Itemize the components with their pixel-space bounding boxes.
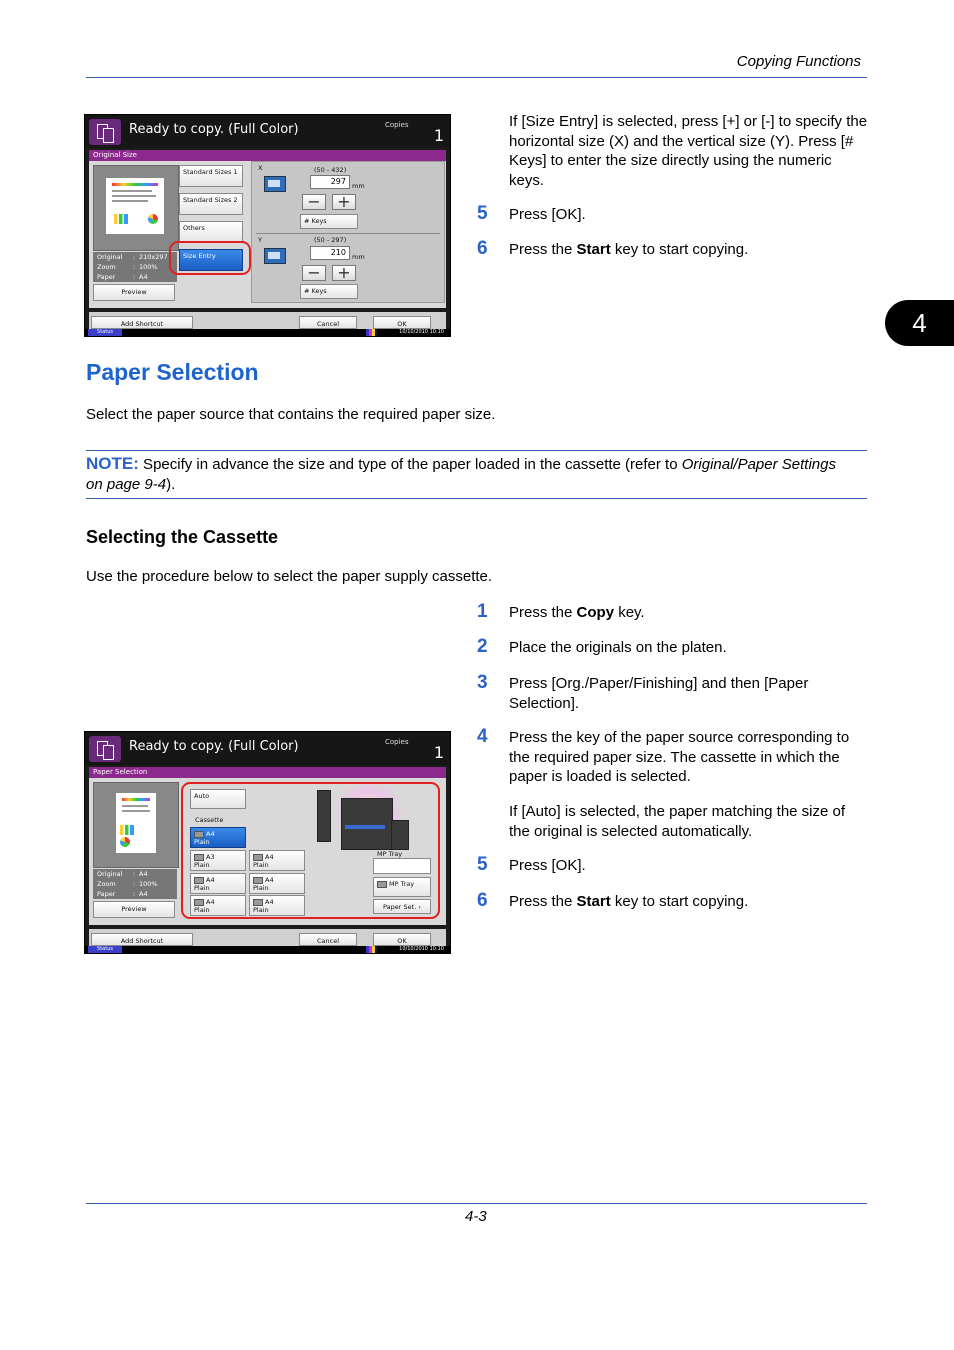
subsection-intro: Use the procedure below to select the paper supply cassette. xyxy=(86,568,493,585)
note-rule-top xyxy=(86,450,867,451)
x-label: X xyxy=(258,164,263,172)
step-num-6: 6 xyxy=(477,238,488,259)
step-num-3: 3 xyxy=(477,672,488,693)
screen-subheader: Original Size xyxy=(89,150,446,161)
y-label: Y xyxy=(258,236,262,244)
cassette-icon xyxy=(194,854,204,861)
cassette-3-button[interactable]: A4 Plain xyxy=(249,850,305,871)
preview-button[interactable]: Preview xyxy=(93,901,175,918)
add-shortcut-button[interactable]: Add Shortcut xyxy=(91,316,193,329)
screen-title-bar xyxy=(85,732,450,765)
cassette-icon xyxy=(194,831,204,838)
info-zoom: Zoom : 100% xyxy=(93,262,177,272)
y-keys-button[interactable]: # Keys xyxy=(300,284,358,299)
size-entry-button[interactable]: Size Entry xyxy=(179,249,243,271)
step-5-text: Press [OK]. xyxy=(509,206,586,223)
mp-tray-label: MP Tray xyxy=(377,850,403,858)
screen-paper-selection xyxy=(84,731,451,954)
status-bar xyxy=(85,946,450,953)
toner-icon xyxy=(366,946,378,953)
chevron-right-icon: › xyxy=(418,903,421,911)
page-number: 4-3 xyxy=(465,1208,487,1225)
cassette-icon xyxy=(253,877,263,884)
step-4-auto-text: If [Auto] is selected, the paper matching the size of the original is selected automatically. xyxy=(509,803,846,840)
datetime: 10/10/2010 10:10 xyxy=(399,329,444,335)
step-2-text: Place the originals on the platen. xyxy=(509,639,727,656)
standard-sizes-1-button[interactable]: Standard Sizes 1 xyxy=(179,165,243,187)
divider xyxy=(256,233,440,234)
info-paper: Paper : A4 xyxy=(93,889,177,899)
step-num-6b: 6 xyxy=(477,890,488,911)
step-3-text: Press [Org./Paper/Finishing] and then [Paper Selection]. xyxy=(509,675,809,712)
step-num-1: 1 xyxy=(477,601,488,622)
cassette-7-button[interactable]: A4 Plain xyxy=(249,895,305,916)
cassette-5-button[interactable]: A4 Plain xyxy=(249,873,305,894)
screen-original-size xyxy=(84,114,451,337)
status-button[interactable]: Status xyxy=(88,329,122,336)
info-paper: Paper : A4 xyxy=(93,272,177,282)
step-5b-text: Press [OK]. xyxy=(509,857,586,874)
step-num-2: 2 xyxy=(477,636,488,657)
screen-subheader: Paper Selection xyxy=(89,767,446,778)
highlight-ring xyxy=(169,241,251,275)
status-button[interactable]: Status xyxy=(88,946,122,953)
cassette-icon xyxy=(253,854,263,861)
screen-title: Ready to copy. (Full Color) xyxy=(129,122,299,137)
x-unit: mm xyxy=(352,182,365,190)
x-plus-button[interactable]: + xyxy=(332,194,356,210)
y-value-field[interactable]: 210 xyxy=(310,246,350,260)
mp-tray-button[interactable]: MP Tray xyxy=(373,877,431,897)
step-num-5b: 5 xyxy=(477,854,488,875)
x-minus-button[interactable]: − xyxy=(302,194,326,210)
footer-rule xyxy=(86,1203,867,1204)
tray-icon xyxy=(377,881,387,888)
copies-label: Copies xyxy=(385,121,409,129)
copies-label: Copies xyxy=(385,738,409,746)
screen-body xyxy=(89,778,446,925)
paper-set-button[interactable]: Paper Set. › xyxy=(373,899,431,914)
info-zoom: Zoom : 100% xyxy=(93,879,177,889)
y-range: (50 - 297) xyxy=(314,236,347,244)
y-plus-button[interactable]: + xyxy=(332,265,356,281)
note-block: NOTE: Specify in advance the size and type of the paper loaded in the cassette (refer to Original/Paper Settings on page 9-4). xyxy=(86,454,836,493)
status-bar xyxy=(85,329,450,336)
cassette-icon xyxy=(194,877,204,884)
cassette-icon xyxy=(194,899,204,906)
screen-title-bar xyxy=(85,115,450,148)
chapter-tab: 4 xyxy=(885,300,954,346)
x-keys-button[interactable]: # Keys xyxy=(300,214,358,229)
info-original: Original : 210x297 xyxy=(93,252,177,262)
step-num-5: 5 xyxy=(477,203,488,224)
step-num-4: 4 xyxy=(477,726,488,747)
cassette-6-button[interactable]: A4 Plain xyxy=(190,895,246,916)
auto-button[interactable]: Auto xyxy=(190,789,246,809)
note-rule-bottom xyxy=(86,498,867,499)
copies-value: 1 xyxy=(433,743,444,762)
cancel-button[interactable]: Cancel xyxy=(299,316,357,329)
y-minus-button[interactable]: − xyxy=(302,265,326,281)
cassette-label: Cassette xyxy=(195,816,224,824)
x-value-field[interactable]: 297 xyxy=(310,175,350,189)
datetime: 10/10/2010 10:10 xyxy=(399,946,444,952)
section-intro: Select the paper source that contains the required paper size. xyxy=(86,406,496,423)
preview-thumbnail xyxy=(93,782,179,868)
preview-thumbnail xyxy=(93,165,179,251)
y-axis-icon xyxy=(264,248,286,264)
mp-tray-field xyxy=(373,858,431,874)
preview-button[interactable]: Preview xyxy=(93,284,175,301)
cassette-icon xyxy=(253,899,263,906)
x-range: (50 - 432) xyxy=(314,166,347,174)
y-unit: mm xyxy=(352,253,365,261)
subsection-title: Selecting the Cassette xyxy=(86,527,279,547)
document-icon xyxy=(106,178,164,234)
step-6b-text: Press the Start key to start copying. xyxy=(509,893,749,910)
copy-icon xyxy=(89,119,121,145)
document-icon xyxy=(116,793,156,853)
info-original: Original : A4 xyxy=(93,869,177,879)
section-title: Paper Selection xyxy=(86,359,259,385)
running-header: Copying Functions xyxy=(736,53,861,70)
cassette-4-button[interactable]: A4 Plain xyxy=(190,873,246,894)
step-size-entry-text: If [Size Entry] is selected, press [+] or [-] to specify the horizontal size (X) and the vertical size (Y). Press [# Keys] to enter the size directly using the numeric keys. xyxy=(509,113,868,189)
step-4-text: Press the key of the paper source corresponding to the required paper size. The cassette in which the paper is loaded is selected. xyxy=(509,729,850,785)
ok-button[interactable]: OK xyxy=(373,316,431,329)
ok-button[interactable]: OK xyxy=(373,933,431,946)
copy-icon xyxy=(89,736,121,762)
add-shortcut-button[interactable]: Add Shortcut xyxy=(91,933,193,946)
copies-value: 1 xyxy=(433,126,444,145)
cancel-button[interactable]: Cancel xyxy=(299,933,357,946)
step-6-text: Press the Start key to start copying. xyxy=(509,241,749,258)
screen-body xyxy=(89,161,446,308)
step-1-text: Press the Copy key. xyxy=(509,604,645,621)
cassette-2-button[interactable]: A3 Plain xyxy=(190,850,246,871)
screen-title: Ready to copy. (Full Color) xyxy=(129,739,299,754)
size-entry-panel xyxy=(251,161,445,303)
toner-icon xyxy=(366,329,378,336)
cassette-1-button[interactable]: A4 Plain xyxy=(190,827,246,848)
others-button[interactable]: Others xyxy=(179,221,243,243)
header-rule xyxy=(86,77,867,78)
x-axis-icon xyxy=(264,176,286,192)
standard-sizes-2-button[interactable]: Standard Sizes 2 xyxy=(179,193,243,215)
